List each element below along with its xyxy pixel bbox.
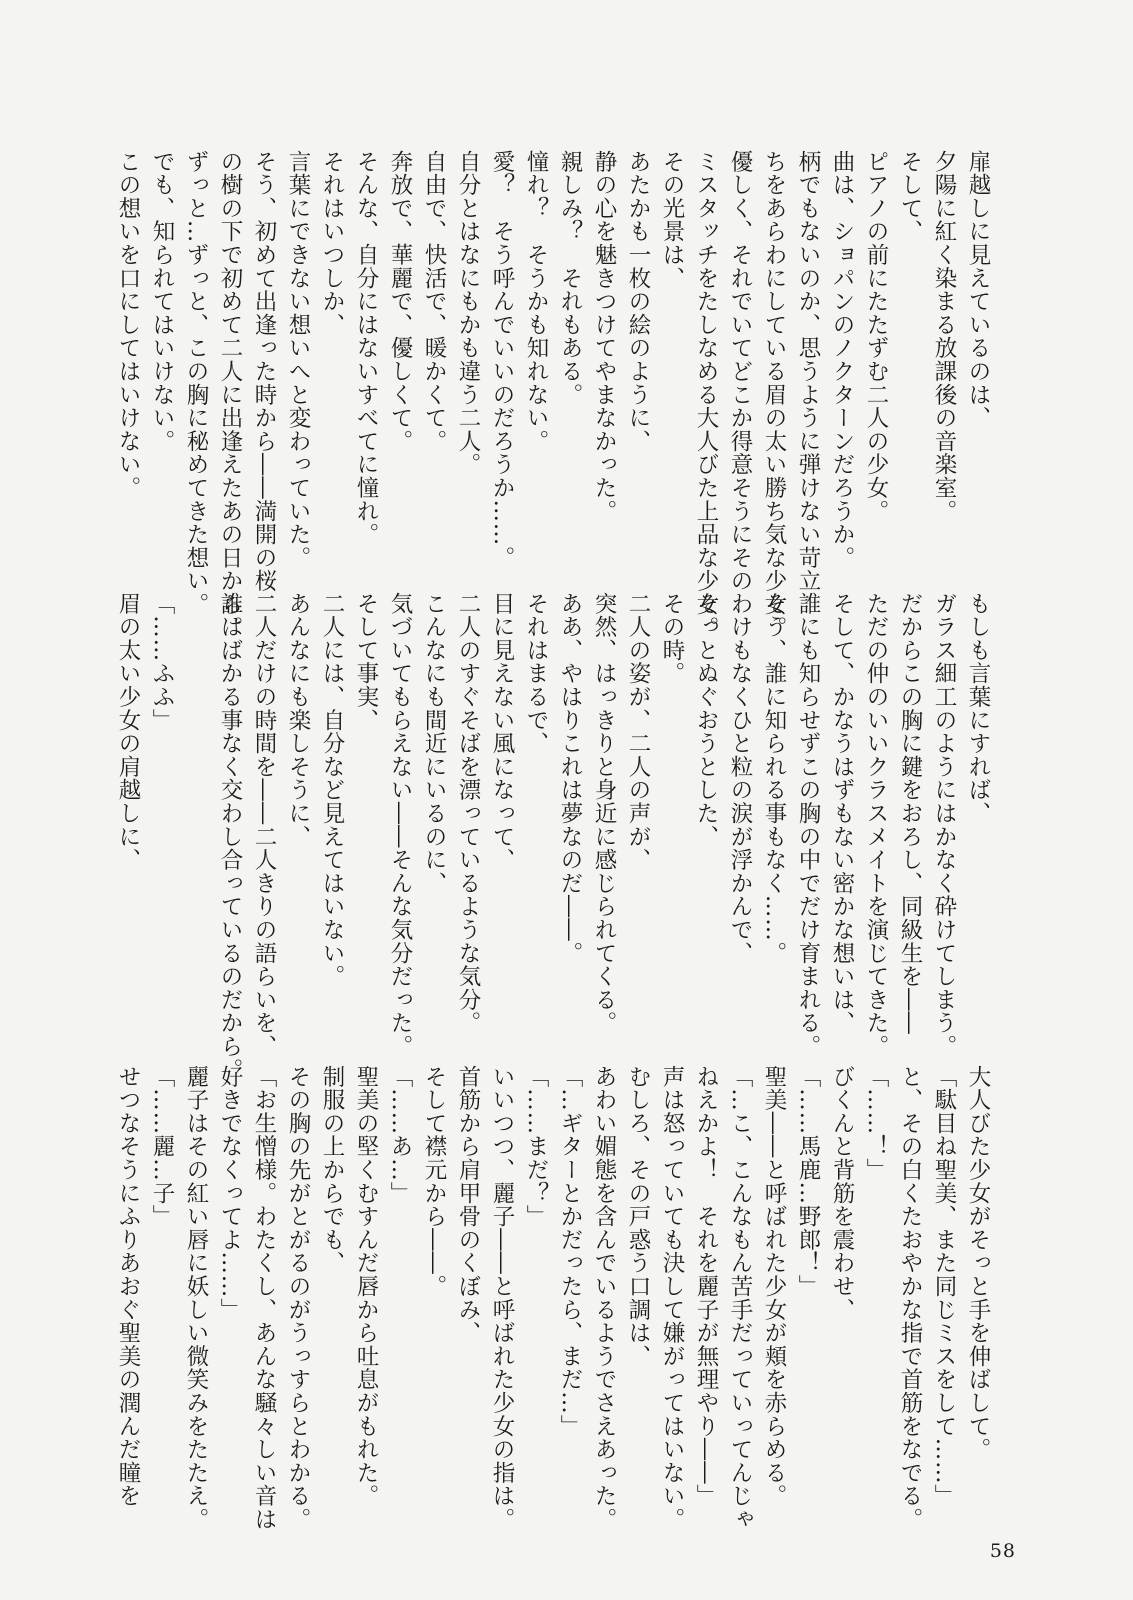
text-line: びくんと背筋を震わせ、 [829, 1065, 855, 1322]
text-line: の樹の下で初めて二人に出逢えたあの日から。 [217, 150, 243, 640]
page-number: 58 [989, 1540, 1016, 1562]
text-line: 「お生憎様。わたくし、あんな騒々しい音は [251, 1065, 277, 1531]
text-line: そして事実、 [353, 592, 379, 732]
text-line: ああ、やはりこれは夢なのだ――。 [557, 592, 583, 965]
text-line: その時。 [659, 592, 685, 686]
text-line: 誰はばかる事なく交わし合っているのだから。 [217, 592, 243, 1082]
text-line: こんなにも間近にいるのに、 [421, 592, 447, 895]
text-line: 自分とはなにもかも違う二人。 [455, 150, 481, 477]
text-line: 自由で、快活で、暖かくて。 [421, 150, 447, 453]
text-line: もしも言葉にすれば、 [965, 592, 991, 825]
text-line: ずっと…ずっと、この胸に秘めてきた想い。 [183, 150, 209, 616]
text-line: だからこの胸に鍵をおろし、同級生を―― [897, 592, 923, 1035]
text-line: 柄でもないのか、思うように弾けない苛立 [795, 150, 821, 593]
text-line: あたかも一枚の絵のように、 [625, 150, 651, 453]
text-line: 「……！」 [863, 1065, 889, 1182]
text-line: でも、知られてはいけない。 [149, 150, 175, 453]
text-line: 優しく、それでいてどこか得意そうにその [727, 150, 753, 593]
text-line: 聖美――と呼ばれた少女が頬を赤らめる。 [761, 1065, 787, 1508]
text-block-middle [112, 592, 992, 1082]
text-line: 奔放で、華麗で、優しくて。 [387, 150, 413, 453]
text-line: ちをあらわにしている眉の太い勝ち気な少女。 [761, 150, 787, 640]
text-line: その胸の先がとがるのがうっすらとわかる。 [285, 1065, 311, 1531]
text-line: 眉の太い少女の肩越しに、 [115, 592, 141, 872]
text-line: その光景は、 [659, 150, 685, 290]
text-line: 大人びた少女がそっと手を伸ばして。 [965, 1065, 991, 1462]
text-line: 「……麗…子」 [149, 1065, 175, 1229]
text-line: 親しみ？ それもある。 [557, 150, 583, 407]
text-line: 制服の上からでも、 [319, 1065, 345, 1275]
text-line: 首筋から肩甲骨のくぼみ、 [455, 1065, 481, 1345]
text-line: ただの仲のいいクラスメイトを演じてきた。 [863, 592, 889, 1058]
text-line: 「……まだ？」 [523, 1065, 549, 1229]
text-line: そっとぬぐおうとした、 [693, 592, 719, 849]
text-line: この想いを口にしてはいけない。 [115, 150, 141, 500]
text-line: 「……ふふ」 [149, 592, 175, 732]
text-line: そう、初めて出逢った時から――満開の桜 [251, 150, 277, 593]
text-line: 憧れ？ そうかも知れない。 [523, 150, 549, 453]
text-line: あわい媚態を含んでいるようでさえあった。 [591, 1065, 617, 1531]
text-line: そして、かなうはずもない密かな想いは、 [829, 592, 855, 1035]
text-line: そして、 [897, 150, 923, 244]
text-line: 麗子はその紅い唇に妖しい微笑みをたたえ。 [183, 1065, 209, 1531]
text-line: 「…こ、こんなもん苦手だっていってんじゃ [727, 1065, 753, 1531]
text-line: ガラス細工のようにはかなく砕けてしまう。 [931, 592, 957, 1058]
text-line: 二人には、自分など見えてはいない。 [319, 592, 345, 989]
text-line: 二人の姿が、二人の声が、 [625, 592, 651, 872]
text-line: 「駄目ね聖美、また同じミスをして……」 [931, 1065, 957, 1508]
text-line: 気づいてもらえない――そんな気分だった。 [387, 592, 413, 1058]
text-line: 突然、はっきりと身近に感じられてくる。 [591, 592, 617, 1035]
text-line: それはまるで、 [523, 592, 549, 756]
text-block-lower [112, 1065, 992, 1531]
text-line: 愛？ そう呼んでいいのだろうか……。 [489, 150, 515, 570]
text-line: 目に見えない風になって、 [489, 592, 515, 872]
text-line: 聖美の堅くむすんだ唇から吐息がもれた。 [353, 1065, 379, 1508]
text-line: いいつつ、麗子――と呼ばれた少女の指は。 [489, 1065, 515, 1531]
text-line: 声は怒っていても決して嫌がってはいない。 [659, 1065, 685, 1531]
text-line: 「…ギターとかだったら、まだ…」 [557, 1065, 583, 1438]
text-line: 誰にも知らせずこの胸の中でだけ育まれる。 [795, 592, 821, 1058]
text-line: そんな、自分にはないすべてに憧れ。 [353, 150, 379, 547]
text-line: 言葉にできない想いへと変わっていた。 [285, 150, 311, 570]
text-line: せつなそうにふりあおぐ聖美の潤んだ瞳を [115, 1065, 141, 1508]
text-line: ねえかよ！ それを麗子が無理やり――」 [693, 1065, 719, 1508]
text-line: 静の心を魅きつけてやまなかった。 [591, 150, 617, 523]
text-line: そう、誰に知られる事もなく……。 [761, 592, 787, 965]
text-line: 二人のすぐそばを漂っているような気分。 [455, 592, 481, 1035]
text-line: ミスタッチをたしなめる大人びた上品な少女。 [693, 150, 719, 640]
text-line: あんなにも楽しそうに、 [285, 592, 311, 849]
text-line: と、その白くたおやかな指で首筋をなでる。 [897, 1065, 923, 1531]
text-line: 「……馬鹿…野郎！」 [795, 1065, 821, 1298]
text-line: ピアノの前にたたずむ二人の少女。 [863, 150, 889, 523]
text-line: 曲は、ショパンのノクターンだろうか。 [829, 150, 855, 570]
text-line: 二人だけの時間を――二人きりの語らいを、 [251, 592, 277, 1058]
text-line: 好きでなくってよ……」 [217, 1065, 243, 1322]
text-line: そして襟元から――。 [421, 1065, 447, 1298]
text-line: それはいつしか、 [319, 150, 345, 337]
text-line: むしろ、その戸惑う口調は、 [625, 1065, 651, 1368]
text-line: わけもなくひと粒の涙が浮かんで、 [727, 592, 753, 965]
text-line: 「……あ…」 [387, 1065, 413, 1205]
text-line: 夕陽に紅く染まる放課後の音楽室。 [931, 150, 957, 523]
text-line: 扉越しに見えているのは、 [965, 150, 991, 430]
